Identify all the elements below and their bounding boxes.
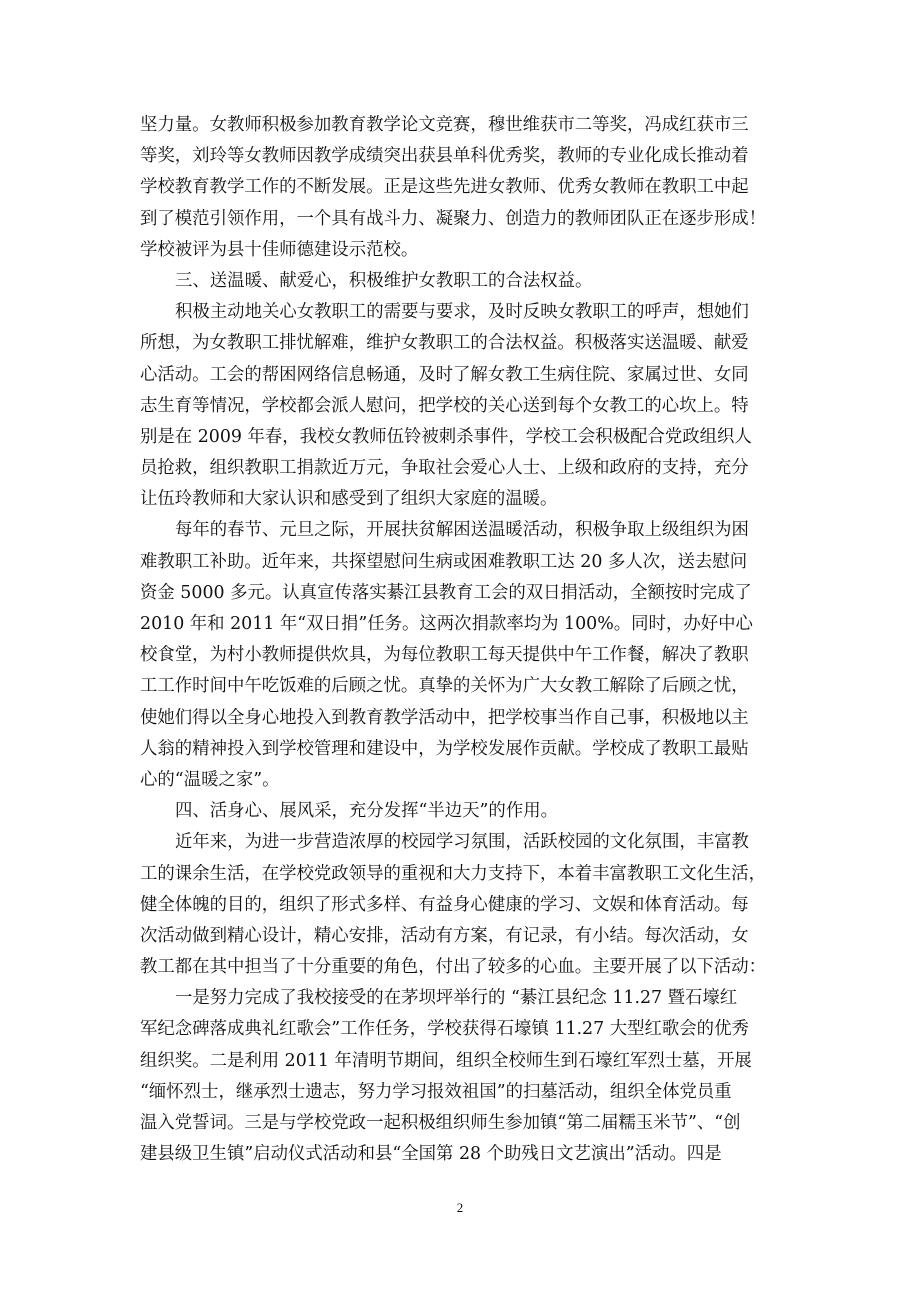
text-line: 使她们得以全身心地投入到教育教学活动中，把学校事当作自己事，积极地以主 [140, 707, 749, 728]
text-line: 心的“温暖之家”。 [140, 769, 280, 790]
text-line: 资金 5000 多元。认真宣传落实綦江县教育工会的双日捐活动，全额按时完成了 [140, 582, 752, 603]
text-line: 次活动做到精心设计，精心安排，活动有方案，有记录，有小结。每次活动，女 [140, 925, 749, 946]
text-line: 建县级卫生镇”启动仪式活动和县“全国第 28 个助残日文艺演出”活动。四是 [140, 1144, 722, 1165]
text-line: 健全体魄的目的，组织了形式多样、有益身心健康的学习、文娱和体育活动。每 [140, 894, 749, 915]
section-heading: 三、送温暖、献爱心，积极维护女教职工的合法权益。 [175, 270, 593, 291]
text-line: 员抢救，组织教职工捐款近万元，争取社会爱心人士、上级和政府的支持，充分 [140, 458, 749, 479]
text-line: 校食堂，为村小教师提供炊具，为每位教职工每天提供中午工作餐，解决了教职 [140, 645, 749, 666]
text-line: 学校被评为县十佳师德建设示范校。 [140, 239, 419, 260]
text-line: 工的课余生活，在学校党政领导的重视和大力支持下，本着丰富教职工文化生活， [140, 863, 767, 884]
text-line: 让伍玲教师和大家认识和感受到了组织大家庭的温暖。 [140, 489, 558, 510]
text-line: 教工都在其中担当了十分重要的角色，付出了较多的心血。主要开展了以下活动： [140, 957, 767, 978]
text-line: 学校教育教学工作的不断发展。正是这些先进女教师、优秀女教师在教职工中起 [140, 177, 749, 198]
text-line: 积极主动地关心女教职工的需要与要求，及时反映女教职工的呼声，想她们 [175, 302, 749, 323]
text-line: 到了模范引领作用，一个具有战斗力、凝聚力、创造力的教师团队正在逐步形成！ [140, 208, 767, 229]
section-heading: 四、活身心、展风采，充分发挥“半边天”的作用。 [175, 801, 558, 822]
page-number: 2 [456, 1200, 464, 1215]
text-line: 每年的春节、元旦之际，开展扶贫解困送温暖活动，积极争取上级组织为困 [175, 520, 749, 541]
text-line: 坚力量。女教师积极参加教育教学论文竞赛，穆世维获市二等奖，冯成红获市三 [140, 115, 749, 135]
document-body [140, 110, 780, 1170]
text-line: 组织奖。二是利用 2011 年清明节期间，组织全校师生到石壕红军烈士墓，开展 [140, 1050, 752, 1071]
text-line: 等奖，刘玲等女教师因教学成绩突出获县单科优秀奖，教师的专业化成长推动着 [140, 146, 749, 167]
text-line: 志生育等情况，学校都会派人慰问，把学校的关心送到每个女教工的心坎上。特 [140, 395, 749, 416]
text-line: 近年来，为进一步营造浓厚的校园学习氛围，活跃校园的文化氛围，丰富教 [175, 832, 749, 853]
text-line: 所想，为女教职工排忧解难，维护女教职工的合法权益。积极落实送温暖、献爱 [140, 333, 749, 354]
text-line: 人翁的精神投入到学校管理和建设中，为学校发展作贡献。学校成了教职工最贴 [140, 738, 749, 759]
text-line: 心活动。工会的帮困网络信息畅通，及时了解女教工生病住院、家属过世、女同 [140, 364, 749, 385]
text-line: 温入党誓词。三是与学校党政一起积极组织师生参加镇“第二届糯玉米节”、“创 [140, 1113, 741, 1133]
text-line: 2010 年和 2011 年“双日捐”任务。这两次捐款率均为 100%。同时，办好中心 [140, 614, 753, 634]
text-line: 军纪念碑落成典礼红歌会”工作任务，学校获得石壕镇 11.27 大型红歌会的优秀 [140, 1019, 749, 1040]
text-line: “缅怀烈士，继承烈士遗志，努力学习报效祖国”的扫墓活动，组织全体党员重 [140, 1081, 732, 1102]
text-line: 工工作时间中午吃饭难的后顾之忧。真挚的关怀为广大女教工解除了后顾之忧， [140, 676, 749, 697]
text-line: 一是努力完成了我校接受的在茅坝坪举行的 “綦江县纪念 11.27 暨石壕红 [175, 988, 738, 1009]
text-line: 别是在 2009 年春，我校女教师伍铃被刺杀事件，学校工会积极配合党政组织人 [140, 426, 752, 447]
text-line: 难教职工补助。近年来，共探望慰问生病或困难教职工达 20 多人次，送去慰问 [140, 551, 748, 572]
